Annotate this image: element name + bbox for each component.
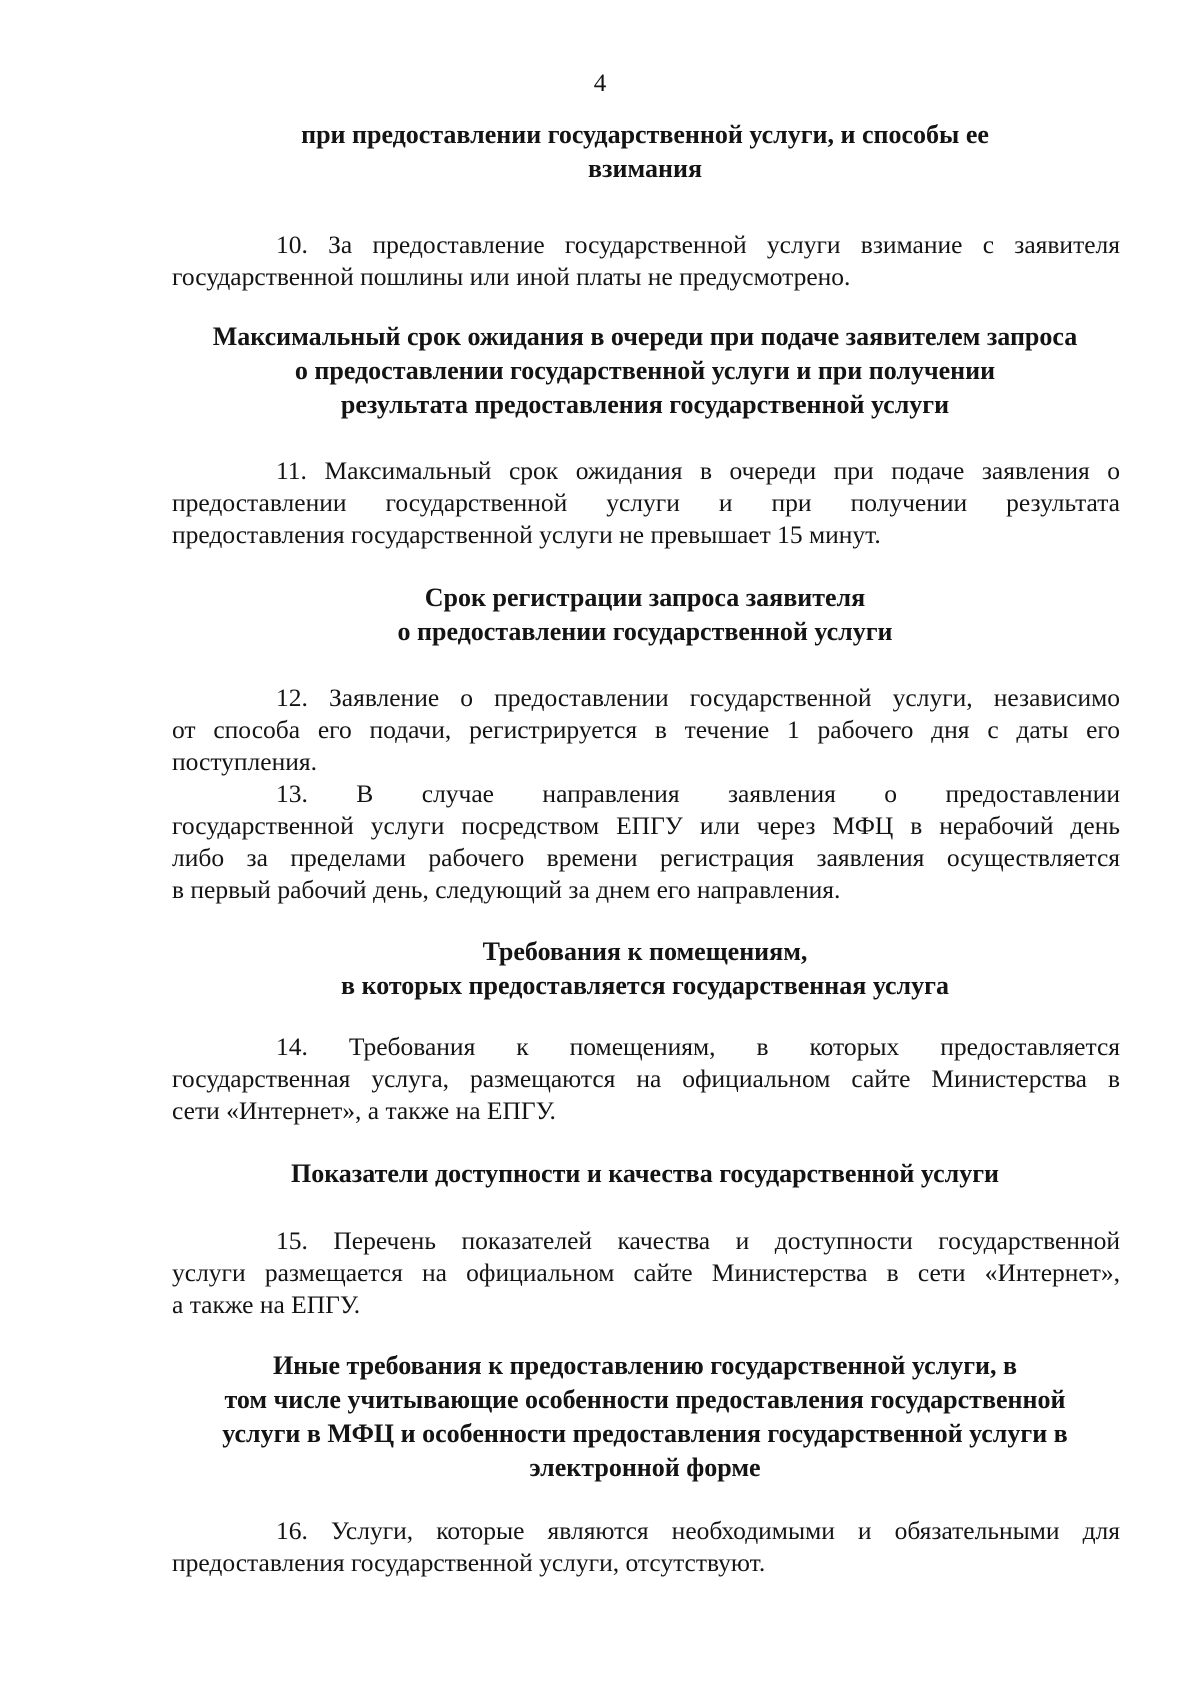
heading-line: том числе учитывающие особенности предоставления государственной (224, 1385, 1066, 1414)
paragraph-line: 11. Максимальный срок ожидания в очереди при подаче заявления о (276, 456, 1120, 485)
heading-line: результата предоставления государственной услуги (340, 390, 950, 419)
section-heading-max-waiting-time (170, 320, 1120, 422)
section-heading-state-fee-collection (170, 118, 1120, 186)
paragraph-13 (172, 778, 1120, 906)
paragraph-line: предоставления государственной услуги не превышает 15 минут. (172, 520, 881, 549)
heading-line: электронной форме (529, 1453, 761, 1482)
paragraph-line: 10. За предоставление государственной услуги взимание с заявителя (276, 230, 1120, 259)
section-heading-premises-requirements (170, 935, 1120, 1003)
heading-line: Срок регистрации запроса заявителя (424, 583, 866, 612)
heading-line: Показатели доступности и качества государственной услуги (290, 1159, 1000, 1188)
heading-line: в которых предоставляется государственная услуга (341, 971, 949, 1000)
heading-line: при предоставлении государственной услуги, и способы ее (301, 120, 989, 149)
heading-line: о предоставлении государственной услуги (397, 617, 893, 646)
heading-line: о предоставлении государственной услуги и при получении (294, 356, 996, 385)
paragraph-line: 16. Услуги, которые являются необходимыми и обязательными для (276, 1516, 1120, 1545)
paragraph-line: поступления. (172, 747, 317, 776)
heading-line: Иные требования к предоставлению государственной услуги, в (272, 1351, 1018, 1380)
paragraph-line: предоставления государственной услуги, отсутствуют. (172, 1548, 766, 1577)
paragraph-line: государственной услуги посредством ЕПГУ или через МФЦ в нерабочий день (172, 811, 1120, 840)
heading-line: услуги в МФЦ и особенности предоставления государственной услуги в (222, 1419, 1068, 1448)
heading-line: Максимальный срок ожидания в очереди при подаче заявителем запроса (212, 322, 1078, 351)
paragraph-14 (172, 1031, 1120, 1127)
paragraph-12 (172, 682, 1120, 778)
paragraph-line: а также на ЕПГУ. (172, 1290, 361, 1319)
paragraph-line: предоставлении государственной услуги и при получении результата (172, 488, 1120, 517)
paragraph-line: в первый рабочий день, следующий за днем его направления. (172, 875, 841, 904)
section-heading-accessibility-indicators (170, 1157, 1120, 1191)
paragraph-line: 13. В случае направления заявления о предоставлении (276, 779, 1120, 808)
paragraph-line: сети «Интернет», а также на ЕПГУ. (172, 1096, 556, 1125)
paragraph-line: 15. Перечень показателей качества и доступности государственной (276, 1226, 1120, 1255)
paragraph-11 (172, 455, 1120, 551)
heading-line: Требования к помещениям, (482, 937, 808, 966)
paragraph-line: либо за пределами рабочего времени регистрация заявления осуществляется (172, 843, 1120, 872)
paragraph-line: государственная услуга, размещаются на официальном сайте Министерства в (172, 1064, 1120, 1093)
paragraph-16 (172, 1515, 1120, 1579)
paragraph-line: от способа его подачи, регистрируется в течение 1 рабочего дня с даты его (172, 715, 1120, 744)
paragraph-line: 14. Требования к помещениям, в которых предоставляется (276, 1032, 1120, 1061)
paragraph-10 (172, 229, 1120, 293)
section-heading-other-requirements (170, 1349, 1120, 1485)
paragraph-line: 12. Заявление о предоставлении государственной услуги, независимо (276, 683, 1120, 712)
paragraph-line: услуги размещается на официальном сайте Министерства в сети «Интернет», (172, 1258, 1120, 1287)
paragraph-15 (172, 1225, 1120, 1321)
page-number: 4 (593, 70, 607, 97)
paragraph-line: государственной пошлины или иной платы не предусмотрено. (172, 262, 851, 291)
section-heading-registration-term (170, 581, 1120, 649)
heading-line: взимания (587, 154, 703, 183)
